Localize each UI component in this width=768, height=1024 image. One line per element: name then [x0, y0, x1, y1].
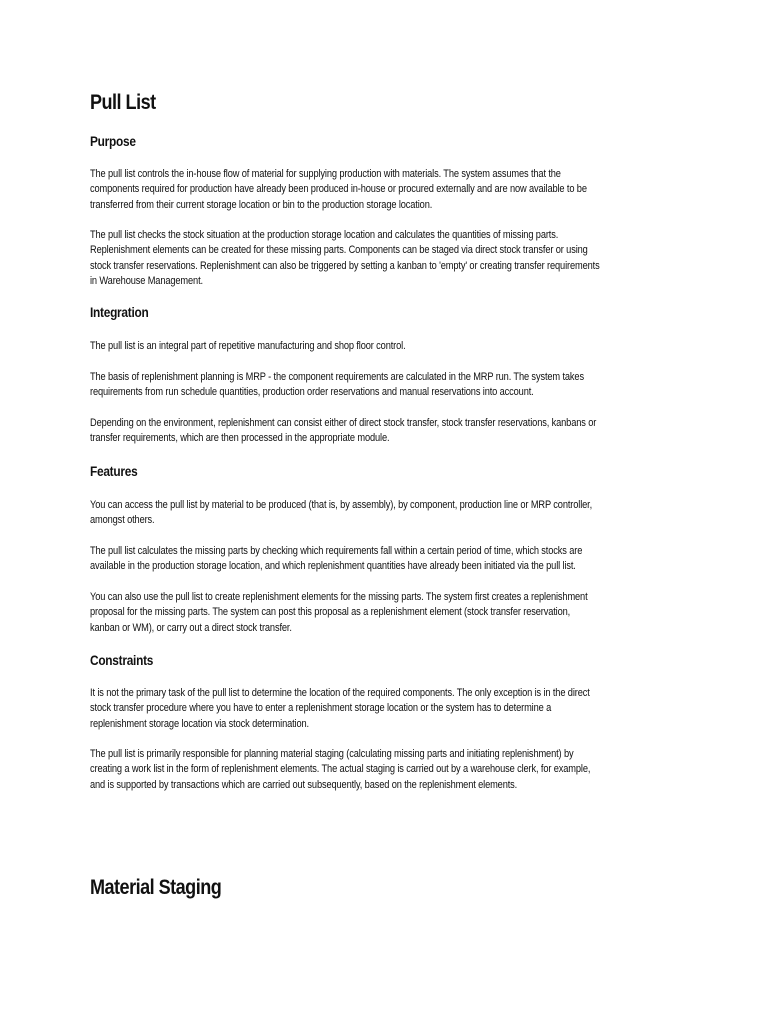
next-section-title: Material Staging [90, 876, 222, 899]
text-line: The basis of replenishment planning is MRP - the component requirements are calculated in the MRP run. The system takes [90, 371, 584, 383]
text-line: creating a work list in the form of replenishment elements. The actual staging is carried out by a warehouse clerk, for example, [90, 763, 591, 776]
text-line: amongst others. [90, 514, 155, 527]
section-heading-integration: Integration [90, 305, 149, 320]
paragraph-purpose-2 [90, 228, 676, 290]
text-line: You can access the pull list by material to be produced (that is, by assembly), by component, production line or MRP controller, [90, 499, 593, 511]
text-line: The pull list checks the stock situation at the production storage location and calculates the quantities of missing parts. [90, 229, 559, 241]
paragraph-integration-2 [90, 370, 676, 401]
section-heading-constraints: Constraints [90, 653, 154, 668]
text-line: available in the production storage location, and which replenishment quantities have already been initiated via the pull list. [90, 560, 576, 573]
paragraph-features-3 [90, 590, 676, 636]
text-line: transfer requirements, which are then processed in the appropriate module. [90, 432, 390, 445]
text-line: Depending on the environment, replenishment can consist either of direct stock transfer, stock transfer reservations, kanbans or [90, 417, 597, 429]
text-line: The pull list controls the in-house flow of material for supplying production with materials. The system assumes that the [90, 168, 561, 180]
text-line: stock transfer reservations. Replenishment can also be triggered by setting a kanban to 'empty' or creating transfer requirements [90, 259, 600, 272]
page-title: Pull List [90, 91, 156, 114]
paragraph-constraints-2 [90, 747, 676, 793]
text-line: and is supported by transactions which are carried out subsequently, based on the replenishment elements. [90, 778, 518, 791]
paragraph-features-1 [90, 498, 676, 529]
text-line: The pull list is an integral part of repetitive manufacturing and shop floor control. [90, 340, 406, 352]
text-line: The pull list is primarily responsible for planning material staging (calculating missing parts and initiating replenishment) by [90, 748, 574, 760]
text-line: You can also use the pull list to create replenishment elements for the missing parts. The system first creates a replenishment [90, 591, 588, 603]
text-line: stock transfer procedure where you have to enter a replenishment storage location or the system has to determine a [90, 702, 552, 715]
text-line: replenishment storage location via stock determination. [90, 717, 309, 730]
section-heading-features: Features [90, 464, 138, 479]
text-line: Replenishment elements can be created for these missing parts. Components can be staged via direct stock transfer or using [90, 244, 588, 257]
text-line: The pull list calculates the missing parts by checking which requirements fall within a certain period of time, which stocks are [90, 545, 583, 557]
paragraph-integration-1 [90, 339, 676, 354]
text-line: components required for production have already been produced in-house or procured externally and are now available to be [90, 183, 587, 196]
text-line: transferred from their current storage location or bin to the production storage location. [90, 198, 433, 211]
text-line: kanban or WM), or carry out a direct stock transfer. [90, 621, 292, 634]
text-line: in Warehouse Management. [90, 275, 203, 288]
paragraph-features-2 [90, 544, 676, 575]
text-line: It is not the primary task of the pull list to determine the location of the required components. The only exception is in the direct [90, 687, 590, 699]
paragraph-integration-3 [90, 416, 676, 447]
paragraph-constraints-1 [90, 686, 676, 732]
text-line: requirements from run schedule quantities, production order reservations and manual reservations into account. [90, 386, 534, 399]
text-line: proposal for the missing parts. The system can post this proposal as a replenishment element (stock transfer reservation, [90, 606, 571, 619]
paragraph-purpose-1 [90, 167, 676, 213]
section-heading-purpose: Purpose [90, 134, 136, 149]
